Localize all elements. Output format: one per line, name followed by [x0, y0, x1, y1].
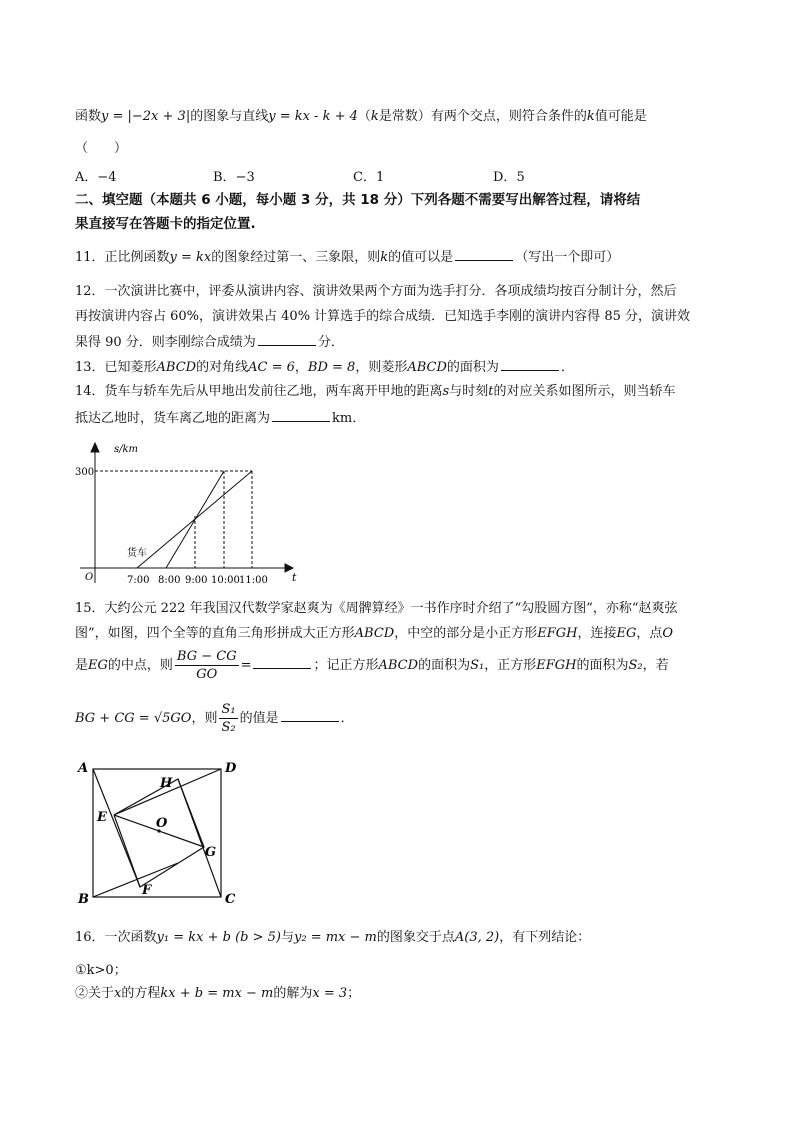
q16-conclusion-1: ①k>0；	[75, 963, 127, 978]
x-tick-0: 7:00	[127, 575, 150, 586]
q15-answer-blank-1	[253, 656, 311, 669]
zhao-shuang-square-figure	[74, 757, 244, 907]
q10-option-a: A．−4	[75, 170, 117, 185]
origin-label: O	[85, 572, 94, 583]
q12-line3: 果得 90 分．则李刚综合成绩为 分．	[75, 335, 344, 350]
label-f: F	[142, 883, 152, 898]
q10-option-c: C．1	[353, 170, 385, 185]
x-tick-2: 9:00	[185, 575, 208, 586]
x-tick-1: 8:00	[158, 575, 181, 586]
q12-line2: 再按演讲内容占 60%，演讲效果占 40% 计算选手的综合成绩．已知选手李刚的演讲内容得 85 分，演讲效	[75, 309, 690, 324]
q13: 13．已知菱形ABCD的对角线AC = 6，BD = 8，则菱形ABCD的面积为 ．	[75, 360, 574, 375]
truck-label: 货车	[127, 548, 147, 559]
q11: 11．正比例函数y = kx的图象经过第一、三象限，则k的值可以是 （写出一个即可）	[75, 250, 620, 265]
q15-fraction: $\frac{BG - CG}{GO}$	[176, 649, 237, 682]
q12-line1: 12．一次演讲比赛中，评委从演讲内容、演讲效果两个方面为选手打分．各项成绩均按百分制计分，然后	[75, 284, 677, 299]
x-axis-label: t	[292, 571, 297, 584]
label-g: G	[205, 845, 217, 860]
label-b: B	[78, 892, 89, 907]
section2-heading-line1: 二、填空题（本题共 6 小题，每小题 3 分，共 18 分）下列各题不需要写出解答过程，请将结	[75, 192, 641, 208]
label-o: O	[156, 816, 168, 831]
q15-line4: BG + CG = √5GO，则 $\frac{\text{S₁}}{\text{S₂}}$ 的值是 ．	[75, 702, 354, 735]
section2-heading-line2: 果直接写在答题卡的指定位置.	[75, 216, 256, 232]
q10-paren: （ ）	[75, 141, 128, 156]
q10-formula2: y = kx - k + 4	[268, 109, 358, 124]
q15-line1: 15．大约公元 222 年我国汉代数学家赵爽为《周髀算经》一书作序时介绍了“勾股圆方图”，亦称“赵爽弦	[75, 601, 678, 616]
label-d: D	[225, 761, 237, 776]
q15-fraction-2: $\frac{\text{S₁}}{\text{S₂}}$	[221, 702, 236, 735]
distance-time-graph	[70, 438, 300, 588]
q14-line1: 14．货车与轿车先后从甲地出发前往乙地，两车离开甲地的距离s与时刻t的对应关系如图所示，则当轿车	[75, 384, 676, 399]
q15-line3: 是EG的中点，则 $\frac{BG - CG}{GO}$ = ；记正方形ABCD的面积为S₁，正方形EFGH的面积为S₂，若	[75, 649, 669, 682]
q14-answer-blank	[272, 409, 330, 422]
label-c: C	[225, 892, 236, 907]
label-a: A	[78, 761, 89, 776]
q13-answer-blank	[501, 358, 559, 371]
label-h: H	[160, 776, 173, 791]
y-axis-label: s/km	[114, 444, 139, 455]
q10-option-d: D．5	[493, 170, 525, 185]
q10-option-b: B．−3	[213, 170, 255, 185]
q15-line2: 图”，如图，四个全等的直角三角形拼成大正方形ABCD，中空的部分是小正方形EFGH，连接EG，点O	[75, 626, 674, 641]
x-tick-3: 10:00	[211, 575, 240, 586]
q14-line2: 抵达乙地时，货车离乙地的距离为 km．	[75, 411, 366, 426]
q16-conclusion-2: ②关于x的方程kx + b = mx − m的解为x = 3；	[75, 986, 361, 1001]
q10-stem: 函数y = |−2x + 3|的图象与直线y = kx - k + 4（k是常数）有两个交点，则符合条件的k值可能是	[75, 109, 647, 124]
y-tick-300: 300	[75, 467, 95, 478]
q12-answer-blank	[258, 333, 316, 346]
x-tick-4: 11:00	[239, 575, 268, 586]
q16-stem: 16．一次函数y₁ = kx + b (b > 5)与y₂ = mx − m的图象交于点A(3, 2)，有下列结论：	[75, 930, 591, 945]
q15-answer-blank-2	[281, 709, 339, 722]
q10-formula1: y = |−2x + 3|	[101, 109, 191, 124]
q11-answer-blank	[455, 248, 513, 261]
label-e: E	[97, 810, 107, 825]
